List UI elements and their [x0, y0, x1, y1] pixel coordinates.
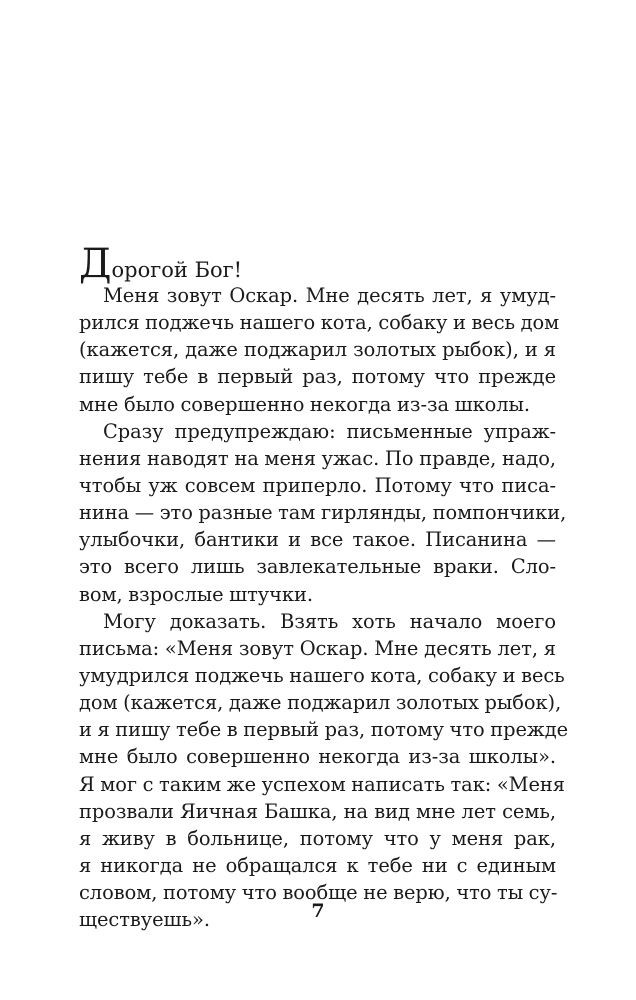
text-line: и я пишу тебе в первый раз, потому что прежде: [79, 718, 569, 742]
text-line: Сразу предупреждаю: письменные упраж-: [103, 419, 556, 443]
text-line: я живу в больнице, потому что у меня рак,: [79, 826, 556, 850]
text-line: чтобы уж совсем приперло. Потому что писа-: [79, 473, 556, 497]
text-line: пишу тебе в первый раз, потому что прежде: [79, 365, 556, 389]
text-line: прозвали Яичная Башка, на вид мне лет семь,: [79, 799, 556, 823]
text-line: я никогда не обращался к тебе ни с единым: [79, 853, 556, 877]
text-line: нения наводят на меня ужас. По правде, надо,: [79, 446, 556, 470]
text-line: улыбочки, бантики и все такое. Писанина —: [79, 528, 556, 552]
page-number: 7: [311, 900, 325, 922]
text-line: умудрился поджечь нашего кота, собаку и весь: [79, 663, 565, 687]
drop-cap: Д: [79, 241, 112, 287]
text-line: словом, потому что вообще не верю, что ты су-: [79, 881, 558, 905]
text-line: это всего лишь завлекательные враки. Сло-: [79, 555, 556, 579]
text-line: письма: «Меня зовут Оскар. Мне десять лет, я: [79, 636, 556, 660]
letter-text: [79, 241, 569, 933]
salutation-rest: орогой Бог!: [111, 258, 243, 282]
text-line: Меня зовут Оскар. Мне десять лет, я умуд-: [103, 284, 556, 307]
text-line: нина — это разные там гирлянды, помпончики,: [79, 501, 567, 525]
text-line: рился поджечь нашего кота, собаку и весь дом: [79, 311, 560, 335]
text-line: мне было совершенно некогда из-за школы».: [79, 745, 556, 769]
text-line: Я мог с таким же успехом написать так: «Меня: [79, 772, 565, 796]
text-line: мне было совершенно некогда из-за школы.: [79, 392, 531, 416]
text-line: вом, взрослые штучки.: [79, 582, 313, 606]
text-line: Могу доказать. Взять хоть начало моего: [103, 609, 556, 633]
text-line: (кажется, даже поджарил золотых рыбок), и я: [79, 338, 556, 362]
text-line: дом (кажется, даже поджарил золотых рыбок),: [79, 691, 562, 715]
text-line: ществуешь».: [79, 908, 210, 932]
